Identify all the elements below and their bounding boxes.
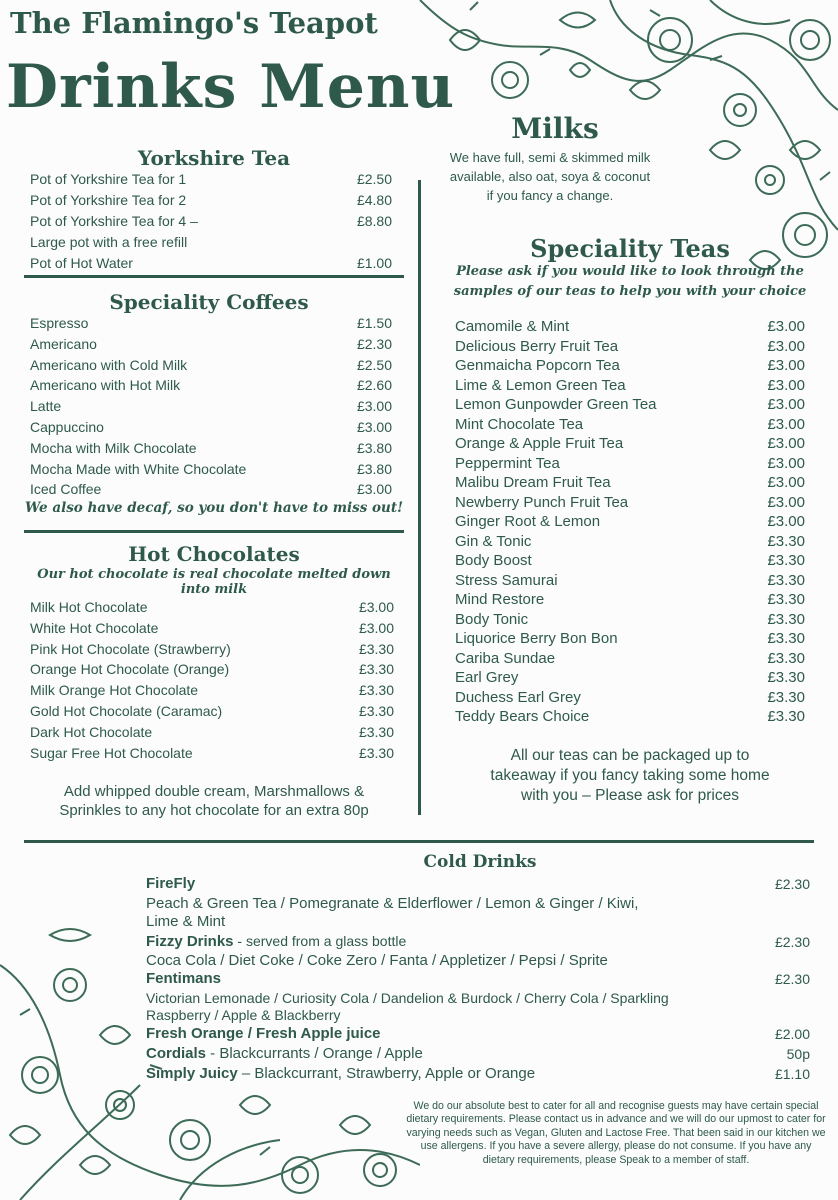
coffee-item (30, 440, 392, 456)
fentimans-price: £2.30 (774, 971, 810, 987)
coffee-item-price: £3.80 (356, 439, 392, 456)
column-divider (418, 180, 421, 815)
hot-chocolate-item-name: Milk Hot Chocolate (30, 599, 148, 615)
cold-drinks-title: Cold Drinks (423, 852, 537, 872)
yorkshire-tea-item-price: £4.80 (356, 192, 392, 208)
milks-line-1: We have full, semi & skimmed milk (449, 150, 651, 165)
hot-chocolate-item-price: £3.30 (358, 682, 394, 699)
cordials-name: Cordials (146, 1045, 207, 1062)
coffee-item (30, 315, 392, 331)
coffee-item-price: £3.00 (356, 481, 392, 498)
hot-chocolate-item-price: £3.00 (358, 619, 394, 636)
speciality-tea-item (455, 669, 805, 686)
milks-title: Milks (511, 112, 599, 145)
fentimans-name: Fentimans (146, 970, 222, 987)
speciality-tea-item-name: Gin & Tonic (455, 532, 532, 550)
simply-juicy-price: £1.10 (774, 1066, 810, 1082)
speciality-tea-item-name: Lemon Gunpowder Green Tea (455, 396, 657, 413)
coffee-item-name: Americano (30, 335, 97, 352)
yorkshire-tea-item (30, 234, 392, 250)
speciality-tea-item (455, 533, 805, 550)
speciality-tea-item-name: Orange & Apple Fruit Tea (455, 435, 624, 452)
speciality-tea-item (455, 591, 805, 608)
hot-chocolate-item (30, 620, 394, 636)
speciality-tea-item-name: Malibu Dream Fruit Tea (455, 474, 611, 491)
speciality-tea-item (455, 338, 805, 355)
hot-chocolate-item-price: £3.30 (358, 640, 394, 657)
hot-chocolate-item-name: Pink Hot Chocolate (Strawberry) (30, 640, 231, 657)
speciality-tea-item (455, 552, 805, 569)
coffees-note: We also have decaf, so you don't have to miss out! (24, 500, 404, 516)
fentimans-line-1: Victorian Lemonade / Curiosity Cola / Dandelion & Burdock / Cherry Cola / Sparkling (146, 990, 669, 1006)
speciality-tea-item (455, 689, 805, 706)
hot-chocolate-item-name: Orange Hot Chocolate (Orange) (30, 661, 230, 678)
fentimans-line-2: Raspberry / Apple & Blackberry (146, 1007, 341, 1023)
fizzy-price: £2.30 (774, 934, 810, 950)
simply-juicy-row (146, 1065, 535, 1082)
coffee-item-price: £3.00 (356, 398, 392, 415)
fresh-juice-name: Fresh Orange / Fresh Apple juice (146, 1025, 381, 1042)
coffee-item (30, 357, 392, 373)
simply-juicy-name: Simply Juicy (146, 1065, 238, 1082)
hot-chocolate-item (30, 703, 394, 719)
hot-chocolate-item-price: £3.30 (358, 661, 394, 678)
hot-chocolate-item-price: £3.00 (358, 599, 394, 615)
speciality-tea-item-price: £3.00 (767, 415, 805, 433)
coffee-item-name: Cappuccino (30, 419, 104, 435)
coffee-item-name: Mocha with Milk Chocolate (30, 439, 197, 456)
coffee-item (30, 398, 392, 414)
speciality-tea-item-price: £3.00 (767, 337, 805, 355)
fizzy-desc: - served from a glass bottle (233, 933, 407, 949)
speciality-tea-item (455, 416, 805, 433)
fizzy-drinks-row (146, 933, 406, 950)
speciality-tea-item-price: £3.00 (767, 493, 805, 511)
speciality-tea-item-price: £3.30 (767, 669, 805, 686)
milks-line-2: available, also oat, soya & coconut (449, 169, 651, 184)
speciality-tea-item-name: Newberry Punch Fruit Tea (455, 493, 629, 511)
speciality-tea-item-name: Earl Grey (455, 669, 519, 686)
speciality-tea-item-name: Mind Restore (455, 591, 545, 608)
allergy-notice: We do our absolute best to cater for all and recognise guests may have certain special dietary requirements. Please contact us in advance and we will do our upmost to cater for varying needs such as Vegan, Gluten and Lactose Free. That been said in our kitchen we use allergens. If you have a severe allergy, please do not consume. If you have any dietary requirements, please Speak to a member of staff. (406, 1100, 826, 1166)
cordials-price: 50p (786, 1046, 810, 1062)
speciality-tea-item (455, 708, 805, 725)
hot-chocolate-item-name: Dark Hot Chocolate (30, 723, 153, 740)
speciality-tea-item-price: £3.30 (767, 688, 805, 706)
speciality-tea-item-price: £3.30 (767, 610, 805, 628)
speciality-tea-item-price: £3.00 (767, 318, 805, 335)
hot-chocolates-extra-1: Add whipped double cream, Marshmallows & (63, 783, 365, 800)
fizzy-name: Fizzy Drinks (146, 933, 234, 950)
speciality-tea-item-price: £3.30 (767, 532, 805, 550)
coffee-item-price: £3.80 (356, 460, 392, 477)
hot-chocolates-extra-2: Sprinkles to any hot chocolate for an extra 80p (59, 802, 369, 819)
speciality-tea-item (455, 435, 805, 452)
yorkshire-tea-item-name: Pot of Yorkshire Tea for 4 – (30, 213, 198, 229)
speciality-tea-item-name: Delicious Berry Fruit Tea (455, 337, 619, 355)
speciality-tea-item (455, 572, 805, 589)
yorkshire-tea-item-price: £8.80 (356, 213, 392, 229)
hot-chocolate-item-name: White Hot Chocolate (30, 619, 159, 636)
yorkshire-tea-title: Yorkshire Tea (137, 146, 291, 170)
fresh-juice-price: £2.00 (774, 1026, 810, 1042)
speciality-tea-item (455, 650, 805, 667)
firefly-line-2: Lime & Mint (146, 913, 226, 930)
speciality-tea-item-name: Lime & Lemon Green Tea (455, 376, 626, 394)
page-title: Drinks Menu (6, 52, 456, 122)
coffee-item-name: Iced Coffee (30, 481, 102, 498)
speciality-tea-item (455, 357, 805, 374)
hot-chocolate-item (30, 661, 394, 677)
coffee-item (30, 336, 392, 352)
speciality-tea-item-price: £3.30 (767, 591, 805, 608)
speciality-tea-item-name: Camomile & Mint (455, 318, 570, 335)
hot-chocolate-item-price: £3.30 (358, 723, 394, 740)
speciality-tea-item-name: Genmaicha Popcorn Tea (455, 357, 620, 374)
speciality-tea-item (455, 494, 805, 511)
speciality-tea-item-price: £3.00 (767, 357, 805, 374)
teas-takeaway-2: takeaway if you fancy taking some home (490, 767, 770, 784)
cordials-desc: - Blackcurrants / Orange / Apple (206, 1045, 423, 1062)
hot-chocolate-item (30, 724, 394, 740)
coffee-item-name: Mocha Made with White Chocolate (30, 460, 247, 477)
yorkshire-tea-item (30, 213, 392, 229)
teas-takeaway-3: with you – Please ask for prices (521, 787, 739, 804)
fizzy-line-1: Coca Cola / Diet Coke / Coke Zero / Fanta / Appletizer / Pepsi / Sprite (146, 952, 608, 969)
speciality-tea-item-price: £3.30 (767, 571, 805, 589)
yorkshire-tea-item (30, 255, 392, 271)
hot-chocolate-item-name: Gold Hot Chocolate (Caramac) (30, 703, 223, 719)
hot-chocolate-item (30, 745, 394, 761)
speciality-tea-item-name: Ginger Root & Lemon (455, 513, 601, 530)
hot-chocolate-item-price: £3.30 (358, 744, 394, 761)
speciality-tea-item-name: Mint Chocolate Tea (455, 415, 584, 433)
firefly-price: £2.30 (774, 876, 810, 892)
speciality-tea-item-price: £3.30 (767, 708, 805, 725)
speciality-tea-item-name: Peppermint Tea (455, 454, 560, 472)
speciality-tea-item-price: £3.00 (767, 454, 805, 472)
hot-chocolate-item (30, 682, 394, 698)
speciality-tea-item-price: £3.00 (767, 376, 805, 394)
speciality-tea-item (455, 377, 805, 394)
speciality-tea-item-name: Duchess Earl Grey (455, 688, 581, 706)
coffee-item (30, 377, 392, 393)
coffee-item-name: Latte (30, 398, 62, 415)
speciality-tea-item (455, 396, 805, 413)
coffees-title: Speciality Coffees (109, 290, 309, 314)
speciality-tea-item-name: Body Tonic (455, 610, 529, 628)
speciality-tea-item-price: £3.30 (767, 630, 805, 647)
coffee-item-name: Espresso (30, 315, 89, 331)
hot-chocolates-title: Hot Chocolates (128, 542, 300, 566)
yorkshire-tea-item-price: £1.00 (356, 255, 392, 271)
speciality-teas-subtitle-1: Please ask if you would like to look through the (456, 264, 804, 279)
yorkshire-tea-item-name: Large pot with a free refill (30, 234, 188, 250)
coffee-item-name: Americano with Hot Milk (30, 377, 181, 394)
hot-chocolates-subtitle-1: Our hot chocolate is real chocolate melted down (37, 567, 391, 582)
coffee-item (30, 461, 392, 477)
hot-chocolate-item (30, 599, 394, 615)
coffee-item-price: £1.50 (356, 315, 392, 331)
simply-juicy-desc: – Blackcurrant, Strawberry, Apple or Orange (237, 1065, 536, 1082)
yorkshire-tea-item (30, 171, 392, 187)
teas-takeaway-1: All our teas can be packaged up to (510, 747, 750, 764)
brand-name: The Flamingo's Teapot (10, 6, 378, 40)
yorkshire-tea-item (30, 192, 392, 208)
speciality-tea-item-name: Body Boost (455, 552, 532, 569)
firefly-line-1: Peach & Green Tea / Pomegranate & Elderflower / Lemon & Ginger / Kiwi, (146, 895, 639, 912)
speciality-tea-item (455, 318, 805, 335)
coffee-item-price: £3.00 (356, 419, 392, 435)
hot-chocolate-item-price: £3.30 (358, 703, 394, 719)
cordials-row (146, 1045, 423, 1062)
coffee-item (30, 419, 392, 435)
hot-chocolate-item-name: Milk Orange Hot Chocolate (30, 682, 199, 699)
speciality-tea-item-price: £3.30 (767, 552, 805, 569)
coffee-item-price: £2.60 (356, 377, 392, 394)
speciality-tea-item (455, 630, 805, 647)
coffee-item-price: £2.50 (356, 356, 392, 373)
cold-drinks-divider (24, 840, 814, 843)
speciality-tea-item (455, 611, 805, 628)
speciality-tea-item-price: £3.00 (767, 435, 805, 452)
speciality-tea-item (455, 474, 805, 491)
coffees-divider (24, 530, 404, 533)
yorkshire-tea-item-name: Pot of Hot Water (30, 255, 133, 271)
coffee-item-price: £2.30 (356, 335, 392, 352)
coffee-item-name: Americano with Cold Milk (30, 356, 188, 373)
firefly-name: FireFly (146, 875, 196, 892)
speciality-tea-item-name: Liquorice Berry Bon Bon (455, 630, 618, 647)
speciality-tea-item-name: Teddy Bears Choice (455, 708, 590, 725)
milks-line-3: if you fancy a change. (486, 188, 614, 203)
yorkshire-divider (24, 275, 404, 278)
yorkshire-tea-item-price: £2.50 (356, 171, 392, 187)
hot-chocolate-item (30, 641, 394, 657)
speciality-tea-item-price: £3.00 (767, 513, 805, 530)
coffee-item (30, 481, 392, 497)
speciality-tea-item-name: Stress Samurai (455, 571, 558, 589)
yorkshire-tea-item-name: Pot of Yorkshire Tea for 2 (30, 192, 187, 208)
speciality-teas-subtitle-2: samples of our teas to help you with your choice (453, 284, 807, 299)
speciality-teas-title: Speciality Teas (530, 234, 730, 263)
speciality-tea-item-price: £3.00 (767, 474, 805, 491)
yorkshire-tea-item-name: Pot of Yorkshire Tea for 1 (30, 171, 187, 187)
speciality-tea-item (455, 455, 805, 472)
speciality-tea-item-price: £3.30 (767, 649, 805, 667)
speciality-tea-item-price: £3.00 (767, 396, 805, 413)
speciality-tea-item (455, 513, 805, 530)
speciality-tea-item-name: Cariba Sundae (455, 649, 556, 667)
hot-chocolate-item-name: Sugar Free Hot Chocolate (30, 744, 193, 761)
hot-chocolates-subtitle-2: into milk (180, 582, 248, 597)
